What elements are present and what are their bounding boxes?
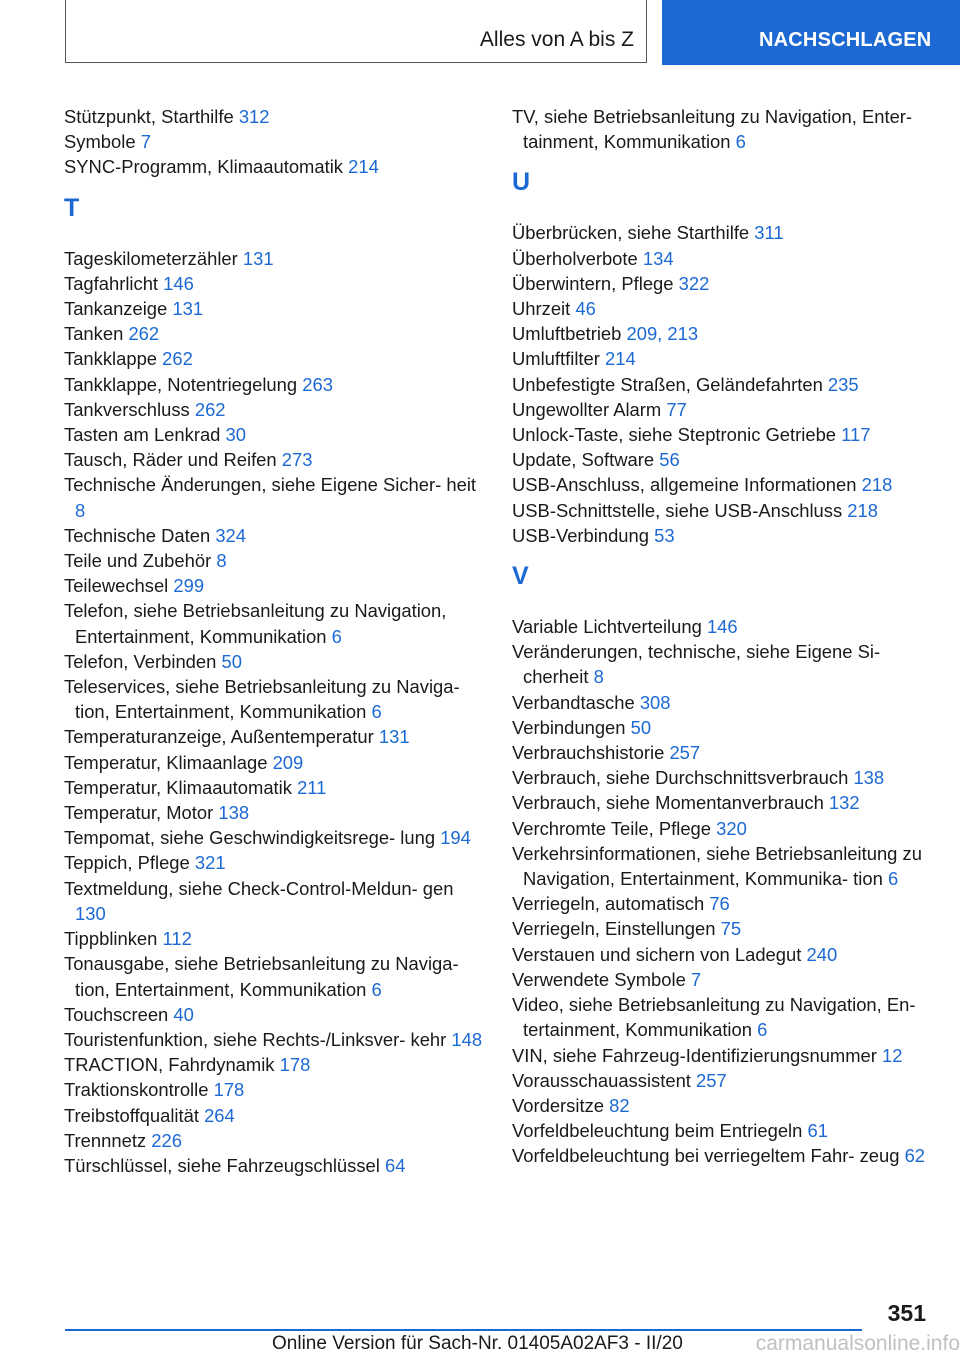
index-entry-term: Telefon, siehe Betriebsanleitung zu Navigation, Entertainment, Kommunikation [64,600,447,647]
page-reference-link[interactable]: 6 [757,1019,768,1041]
index-entry-term: Teilewechsel [64,575,169,597]
index-entry-term: TRACTION, Fahrdynamik [64,1054,275,1076]
index-entry [512,816,932,841]
page-reference-link[interactable]: 7 [690,968,702,990]
page-reference-link[interactable]: 46 [575,298,596,320]
index-entry [64,951,484,1001]
index-entry [64,750,484,775]
index-entry [64,649,484,674]
index-entry [64,850,484,875]
page-reference-link[interactable]: 209 [272,751,304,773]
index-entry [512,916,932,941]
index-entry [64,296,484,321]
index-entry-term: Traktionskontrolle [64,1079,209,1101]
page-reference-link[interactable]: 8 [593,666,604,688]
index-entry-term: Temperatur, Motor [64,802,214,824]
index-entry [512,614,932,639]
index-entry-term: Touristenfunktion, siehe Rechts-/Linksver‐ kehr [64,1028,447,1050]
index-entry [64,1077,484,1102]
index-entry [512,271,932,296]
index-entry [64,523,484,548]
index-entry [512,498,932,523]
page-reference-link[interactable]: 76 [709,893,730,915]
index-entry [512,296,932,321]
page-reference-link[interactable]: 262 [194,398,226,420]
page-reference-link[interactable]: 138 [853,767,885,789]
page-reference-link[interactable]: 146 [163,272,194,294]
index-entry [512,321,932,346]
index-entry [512,715,932,740]
index-entry [64,422,484,447]
page-reference-link[interactable]: 8 [75,499,86,521]
page-reference-link[interactable]: 61 [807,1120,828,1142]
page-reference-link[interactable]: 40 [173,1003,194,1025]
index-entry [512,891,932,916]
index-entry [512,992,932,1042]
index-entry-term: Tippblinken [64,928,158,950]
page-reference-link[interactable]: 262 [162,348,193,370]
index-entry-term: Verkehrsinformationen, siehe Betriebsanleitung zu Navigation, Entertainment, Kommunika‐ tion [512,842,922,890]
index-entry [64,598,484,648]
page-reference-link[interactable]: 218 [847,499,878,521]
page-reference-link[interactable]: 82 [609,1094,630,1116]
index-entry-term: Verchromte Teile, Pflege [512,817,711,839]
page-reference-link[interactable]: 30 [225,424,247,446]
index-entry [64,876,484,926]
index-entry [64,397,484,422]
index-entry-term: Teppich, Pflege [64,852,190,874]
footer-divider [65,1329,862,1331]
page-reference-link[interactable]: 6 [735,131,746,153]
page-reference-link[interactable]: 214 [348,156,379,178]
page-reference-link[interactable]: 209, 213 [626,323,699,345]
index-entry-term: Tagfahrlicht [64,272,159,294]
index-entry [512,967,932,992]
index-letter-heading: U [512,168,531,197]
index-entry-term: Technische Änderungen, siehe Eigene Sicher‐ heit [64,474,477,496]
index-entry-term: Türschlüssel, siehe Fahrzeugschlüssel [64,1154,380,1176]
index-entry [512,472,932,497]
index-entry [64,129,484,154]
index-entry [64,154,484,179]
index-entry-term: Überwintern, Pflege [512,272,674,294]
page-reference-link[interactable]: 53 [654,524,675,546]
chapter-tab[interactable] [662,0,960,65]
page-reference-link[interactable]: 320 [716,817,747,839]
index-entry [512,397,932,422]
index-entry [64,1027,484,1052]
page-reference-link[interactable]: 308 [639,691,671,713]
page-reference-link[interactable]: 214 [605,348,636,370]
page-header [0,0,960,66]
page-reference-link[interactable]: 50 [630,716,652,738]
index-entry-term: Verriegeln, Einstellungen [512,918,716,940]
page-reference-link[interactable]: 131 [172,298,204,320]
page-reference-link[interactable]: 299 [173,575,205,597]
page-reference-link[interactable]: 312 [238,106,270,127]
page-reference-link[interactable]: 257 [696,1069,727,1091]
index-entry [64,1002,484,1027]
index-entry-term: Umluftbetrieb [512,323,622,345]
online-version-note: Online Version für Sach-Nr. 01405A02AF3 - II/20 [272,1333,683,1354]
index-entry [512,740,932,765]
page-reference-link[interactable]: 130 [75,902,106,924]
index-entry-term: Textmeldung, siehe Check-Control-Meldun‐ gen [64,877,454,899]
index-entry-term: Tankklappe, Notentriegelung [64,373,298,395]
index-entry-term: Update, Software [512,449,655,471]
index-entry-term: Temperatur, Klimaanlage [64,751,268,773]
index-entry-term: USB-Schnittstelle, siehe USB-Anschluss [512,499,843,521]
section-tab-label: Alles von A bis Z [479,28,634,51]
index-entry [64,447,484,472]
page-reference-link[interactable]: 56 [659,449,680,471]
index-entry-term: Tankklappe [64,348,158,370]
page-reference-link[interactable]: 6 [371,978,382,1000]
page-reference-link[interactable]: 257 [669,742,701,764]
page-reference-link[interactable]: 218 [861,474,893,496]
page-reference-link[interactable]: 178 [213,1079,245,1101]
page-reference-link[interactable]: 132 [828,792,860,814]
index-entry-term: Uhrzeit [512,298,571,320]
index-entry-term: Tasten am Lenkrad [64,424,221,446]
page-reference-link[interactable]: 6 [331,625,342,647]
index-entry-term: Unlock-Taste, siehe Steptronic Getriebe [512,424,837,446]
index-entry-term: Ungewollter Alarm [512,398,662,420]
index-entry-term: Symbole [64,131,136,153]
index-entry-term: USB-Anschluss, allgemeine Informationen [512,474,857,496]
index-entry-term: Verbrauchshistorie [512,742,665,764]
page-reference-link[interactable]: 12 [882,1044,903,1066]
index-entry [512,1143,932,1168]
page-reference-link[interactable]: 64 [384,1154,406,1176]
index-entry [64,346,484,371]
index-entry [512,246,932,271]
page-reference-link[interactable]: 138 [218,802,250,824]
index-entry-term: Veränderungen, technische, siehe Eigene Si‐ cherheit [512,641,881,688]
page-reference-link[interactable]: 321 [194,852,226,874]
page-reference-link[interactable]: 117 [841,424,871,446]
page-reference-link[interactable]: 178 [279,1054,311,1076]
page-reference-link[interactable]: 8 [216,550,227,572]
index-entry [64,1128,484,1153]
index-entry [512,346,932,371]
index-entry-term: Variable Lichtverteilung [512,616,702,638]
page-reference-link[interactable]: 240 [806,943,838,965]
index-entry-term: Stützpunkt, Starthilfe [64,106,234,127]
index-entry-term: Tageskilometerzähler [64,247,238,269]
page-reference-link[interactable]: 131 [378,726,410,748]
index-entry [64,1153,484,1178]
page-reference-link[interactable]: 311 [754,222,784,244]
index-entry-term: Tanken [64,323,124,345]
page-reference-link[interactable]: 322 [678,272,710,294]
index-entry-term: Tempomat, siehe Geschwindigkeitsrege‐ lung [64,827,436,849]
index-entry-term: Temperatur, Klimaautomatik [64,776,292,798]
page-reference-link[interactable]: 211 [297,776,327,798]
index-entry [512,220,932,245]
index-entry-term: Technische Daten [64,524,211,546]
index-column-left [64,104,484,1178]
index-entry [512,1118,932,1143]
index-entry [64,1052,484,1077]
page-reference-link[interactable]: 7 [140,131,151,153]
index-entry [64,1103,484,1128]
page-reference-link[interactable]: 146 [706,616,738,638]
page-reference-link[interactable]: 6 [371,701,382,723]
page-reference-link[interactable]: 50 [221,650,242,672]
page-reference-link[interactable]: 148 [451,1028,483,1050]
page-reference-link[interactable]: 273 [281,449,313,471]
index-entry-term: Telefon, Verbinden [64,650,217,672]
index-entry-term: Tausch, Räder und Reifen [64,449,277,471]
index-entry [512,372,932,397]
index-entry-term: Verbrauch, siehe Momentanverbrauch [512,792,824,814]
index-entry [64,472,484,522]
page-reference-link[interactable]: 262 [128,323,160,345]
page-reference-link[interactable]: 226 [151,1129,182,1151]
index-entry [512,690,932,715]
index-entry [512,639,932,689]
index-entry [512,523,932,548]
index-entry-term: Touchscreen [64,1003,169,1025]
index-entry [64,246,484,271]
index-entry [512,447,932,472]
index-entry [64,321,484,346]
index-column-right [512,104,932,1169]
page-reference-link[interactable]: 263 [302,373,333,395]
index-entry [64,573,484,598]
index-entry-term: Unbefestigte Straßen, Geländefahrten [512,373,823,395]
index-entry-term: Verbindungen [512,716,626,738]
index-letter-heading: T [64,193,80,222]
index-entry-term: Trennnetz [64,1129,147,1151]
section-tab[interactable] [65,0,647,63]
index-entry [512,790,932,815]
index-letter-heading: V [512,562,529,591]
chapter-tab-label: NACHSCHLAGEN [759,29,932,51]
index-entry [512,841,932,891]
index-entry-term: Vorfeldbeleuchtung bei verriegeltem Fahr‐ zeug [512,1145,900,1167]
index-entry [64,372,484,397]
index-entry-term: Verwendete Symbole [512,968,686,990]
index-entry-term: Treibstoffqualität [64,1104,199,1126]
index-entry-term: Verstauen und sichern von Ladegut [512,943,802,965]
index-entry [64,548,484,573]
index-entry [64,775,484,800]
page-reference-link[interactable]: 134 [642,247,674,269]
index-entry-term: Vordersitze [512,1094,604,1116]
watermark-text: carmanualsonline.info [755,1332,960,1355]
page-reference-link[interactable]: 112 [162,928,192,950]
index-entry-term: Vorfeldbeleuchtung beim Entriegeln [512,1120,803,1142]
index-entry [512,1093,932,1118]
index-entry [512,1043,932,1068]
index-entry [64,825,484,850]
index-entry [64,926,484,951]
index-entry-term: Tonausgabe, siehe Betriebsanleitung zu Naviga‐ tion, Entertainment, Kommunikation [64,953,459,1000]
index-entry-term: VIN, siehe Fahrzeug-Identifizierungsnummer [512,1044,877,1066]
index-entry [512,104,932,154]
index-entry [64,104,484,129]
index-entry-term: Überholverbote [512,247,638,269]
index-entry-term: Vorausschauassistent [512,1069,691,1091]
page-reference-link[interactable]: 131 [242,247,274,269]
index-entry [64,800,484,825]
page-reference-link[interactable]: 264 [204,1104,235,1126]
index-entry [512,422,932,447]
index-entry [64,724,484,749]
index-entry-term: Überbrücken, siehe Starthilfe [512,222,750,244]
index-entry [512,765,932,790]
page-reference-link[interactable]: 194 [440,827,471,849]
index-entry-term: Video, siehe Betriebsanleitung zu Navigation, En‐ tertainment, Kommunikation [512,994,916,1041]
index-entry [512,942,932,967]
index-entry [512,1068,932,1093]
index-entry [64,271,484,296]
index-entry [64,674,484,724]
index-entry-term: Verbrauch, siehe Durchschnittsverbrauch [512,767,849,789]
index-entry-term: Teleservices, siehe Betriebsanleitung zu Naviga‐ tion, Entertainment, Kommunikation [64,676,460,723]
index-entry-term: Temperaturanzeige, Außentemperatur [64,726,374,748]
page-reference-link[interactable]: 235 [827,373,859,395]
index-entry-term: Umluftfilter [512,348,600,370]
index-entry-term: Verbandtasche [512,691,635,713]
index-entry-term: Tankverschluss [64,398,190,420]
index-entry-term: USB-Verbindung [512,524,649,546]
index-entry-term: Teile und Zubehör [64,550,212,572]
page-reference-link[interactable]: 6 [887,868,899,890]
index-entry-term: Tankanzeige [64,298,168,320]
index-entry-term: Verriegeln, automatisch [512,893,705,915]
page-number: 351 [887,1300,926,1326]
page-reference-link[interactable]: 75 [720,918,742,940]
page-reference-link[interactable]: 62 [904,1145,926,1167]
index-entry-term: TV, siehe Betriebsanleitung zu Navigation, Enter‐ tainment, Kommunikation [512,106,913,153]
page-reference-link[interactable]: 324 [215,524,247,546]
index-entry-term: SYNC-Programm, Klimaautomatik [64,156,343,178]
page-reference-link[interactable]: 77 [666,398,687,420]
